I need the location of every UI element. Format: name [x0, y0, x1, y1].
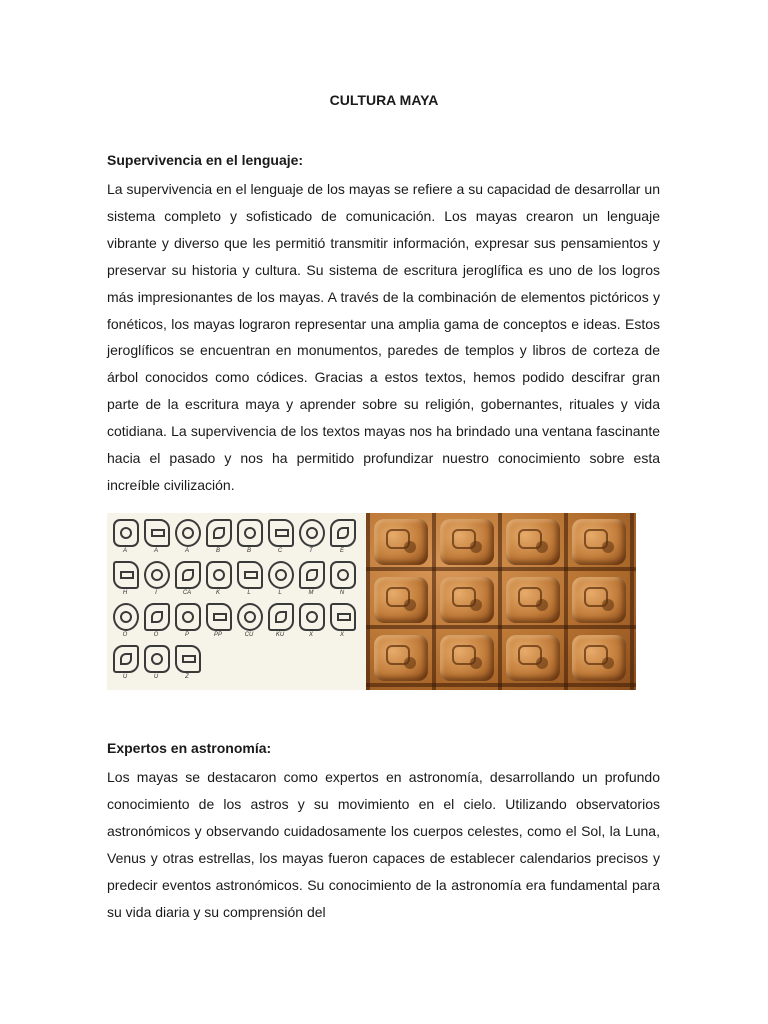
carved-glyph-block — [440, 577, 494, 623]
maya-glyph-icon — [237, 561, 263, 589]
maya-images — [107, 513, 636, 690]
glyph-label: B — [215, 548, 220, 554]
glyph-label: H — [122, 590, 128, 596]
maya-glyph-icon — [330, 561, 356, 589]
maya-glyph-icon — [206, 561, 232, 589]
carved-glyph-block — [374, 577, 428, 623]
section-heading-lenguaje: Supervivencia en el lenguaje: — [107, 152, 304, 168]
carved-glyph-block — [572, 519, 626, 565]
glyph-label: I — [155, 590, 157, 596]
glyph-label: A — [122, 548, 127, 554]
maya-glyph-icon — [299, 561, 325, 589]
glyph-label: X — [308, 632, 313, 638]
glyph-label: X — [339, 632, 344, 638]
carved-glyph-block — [374, 635, 428, 681]
maya-glyph-icon — [175, 645, 201, 673]
maya-glyph-icon — [144, 645, 170, 673]
maya-stone-glyphs-image — [366, 513, 636, 690]
glyph-label: C — [277, 548, 283, 554]
maya-glyph-icon — [144, 603, 170, 631]
carved-glyph-block — [506, 635, 560, 681]
glyph-label: P — [184, 632, 189, 638]
maya-glyph-icon — [299, 603, 325, 631]
maya-glyph-icon — [299, 519, 325, 547]
glyph-label: O — [153, 632, 159, 638]
maya-glyph-icon — [206, 603, 232, 631]
maya-glyph-icon — [113, 645, 139, 673]
glyph-label: L — [278, 590, 282, 596]
glyph-label: CA — [182, 590, 192, 596]
glyph-label: KU — [275, 632, 285, 638]
maya-glyph-icon — [144, 519, 170, 547]
maya-glyph-icon — [113, 561, 139, 589]
section-body-astronomia: Los mayas se destacaron como expertos en astronomía, desarrollando un profundo conocimiento de los astros y su movimiento en el cielo. Utilizando observatorios astronómicos y observando cuidadosamente los cuerpos celestes, como el Sol, la Luna, Venus y otras estrellas, los mayas fueron capaces de establecer calendarios precisos y predecir eventos astronómicos. Su conocimiento de la astronomía era fundamental para su vida diaria y su comprensión del — [107, 769, 660, 920]
carved-glyph-block — [572, 635, 626, 681]
glyph-label: U — [153, 674, 159, 680]
maya-glyph-icon — [113, 603, 139, 631]
glyph-label: A — [184, 548, 189, 554]
maya-glyph-icon — [175, 561, 201, 589]
carved-glyph-block — [572, 577, 626, 623]
glyph-label: B — [246, 548, 251, 554]
section-body-lenguaje: La supervivencia en el lenguaje de los mayas se refiere a su capacidad de desarrollar un sistema completo y sofisticado de comunicación. Los mayas crearon un lenguaje vibrante y diverso que les permitió transmitir información, expresar sus pensamientos y preservar su historia y cultura. Su sistema de escritura jeroglífica es uno de los logros más impresionantes de los mayas. A través de la combinación de elementos pictóricos y fonéticos, los mayas lograron representar una amplia gama de conceptos e ideas. Estos jeroglíficos se encuentran en monumentos, paredes de templos y libros de corteza de árbol conocidos como códices. Gracias a estos textos, hemos podido descifrar gran parte de la escritura maya y aprender sobre su religión, gobernantes, rituales y vida cotidiana. La supervivencia de los textos mayas nos ha brindado una ventana fascinante hacia el pasado y nos ha permitido profundizar nuestro conocimiento sobre esta increíble civilización. — [107, 181, 660, 493]
glyph-label: K — [215, 590, 220, 596]
carved-glyph-block — [440, 519, 494, 565]
maya-glyph-icon — [330, 603, 356, 631]
glyph-label: L — [247, 590, 251, 596]
carved-glyph-block — [374, 519, 428, 565]
section-heading-astronomia: Expertos en astronomía: — [107, 740, 272, 756]
glyph-label: O — [122, 632, 128, 638]
glyph-label: Z — [185, 674, 189, 680]
carved-glyph-block — [506, 577, 560, 623]
maya-glyph-icon — [237, 603, 263, 631]
maya-glyph-icon — [268, 519, 294, 547]
maya-glyph-icon — [268, 561, 294, 589]
maya-glyph-icon — [237, 519, 263, 547]
maya-glyph-icon — [144, 561, 170, 589]
glyph-label: N — [339, 590, 345, 596]
maya-glyph-icon — [330, 519, 356, 547]
maya-glyph-icon — [206, 519, 232, 547]
carved-glyph-block — [440, 635, 494, 681]
maya-glyph-icon — [175, 519, 201, 547]
glyph-label: T — [309, 548, 313, 554]
maya-glyph-alphabet-image — [107, 513, 366, 690]
glyph-label: CU — [244, 632, 254, 638]
glyph-label: A — [153, 548, 158, 554]
glyph-label: U — [122, 674, 128, 680]
maya-glyph-icon — [113, 519, 139, 547]
carved-glyph-block — [506, 519, 560, 565]
glyph-label: M — [308, 590, 314, 596]
document-title: CULTURA MAYA — [329, 92, 439, 108]
glyph-label: PP — [213, 632, 222, 638]
maya-glyph-icon — [175, 603, 201, 631]
glyph-label: E — [339, 548, 344, 554]
maya-glyph-icon — [268, 603, 294, 631]
